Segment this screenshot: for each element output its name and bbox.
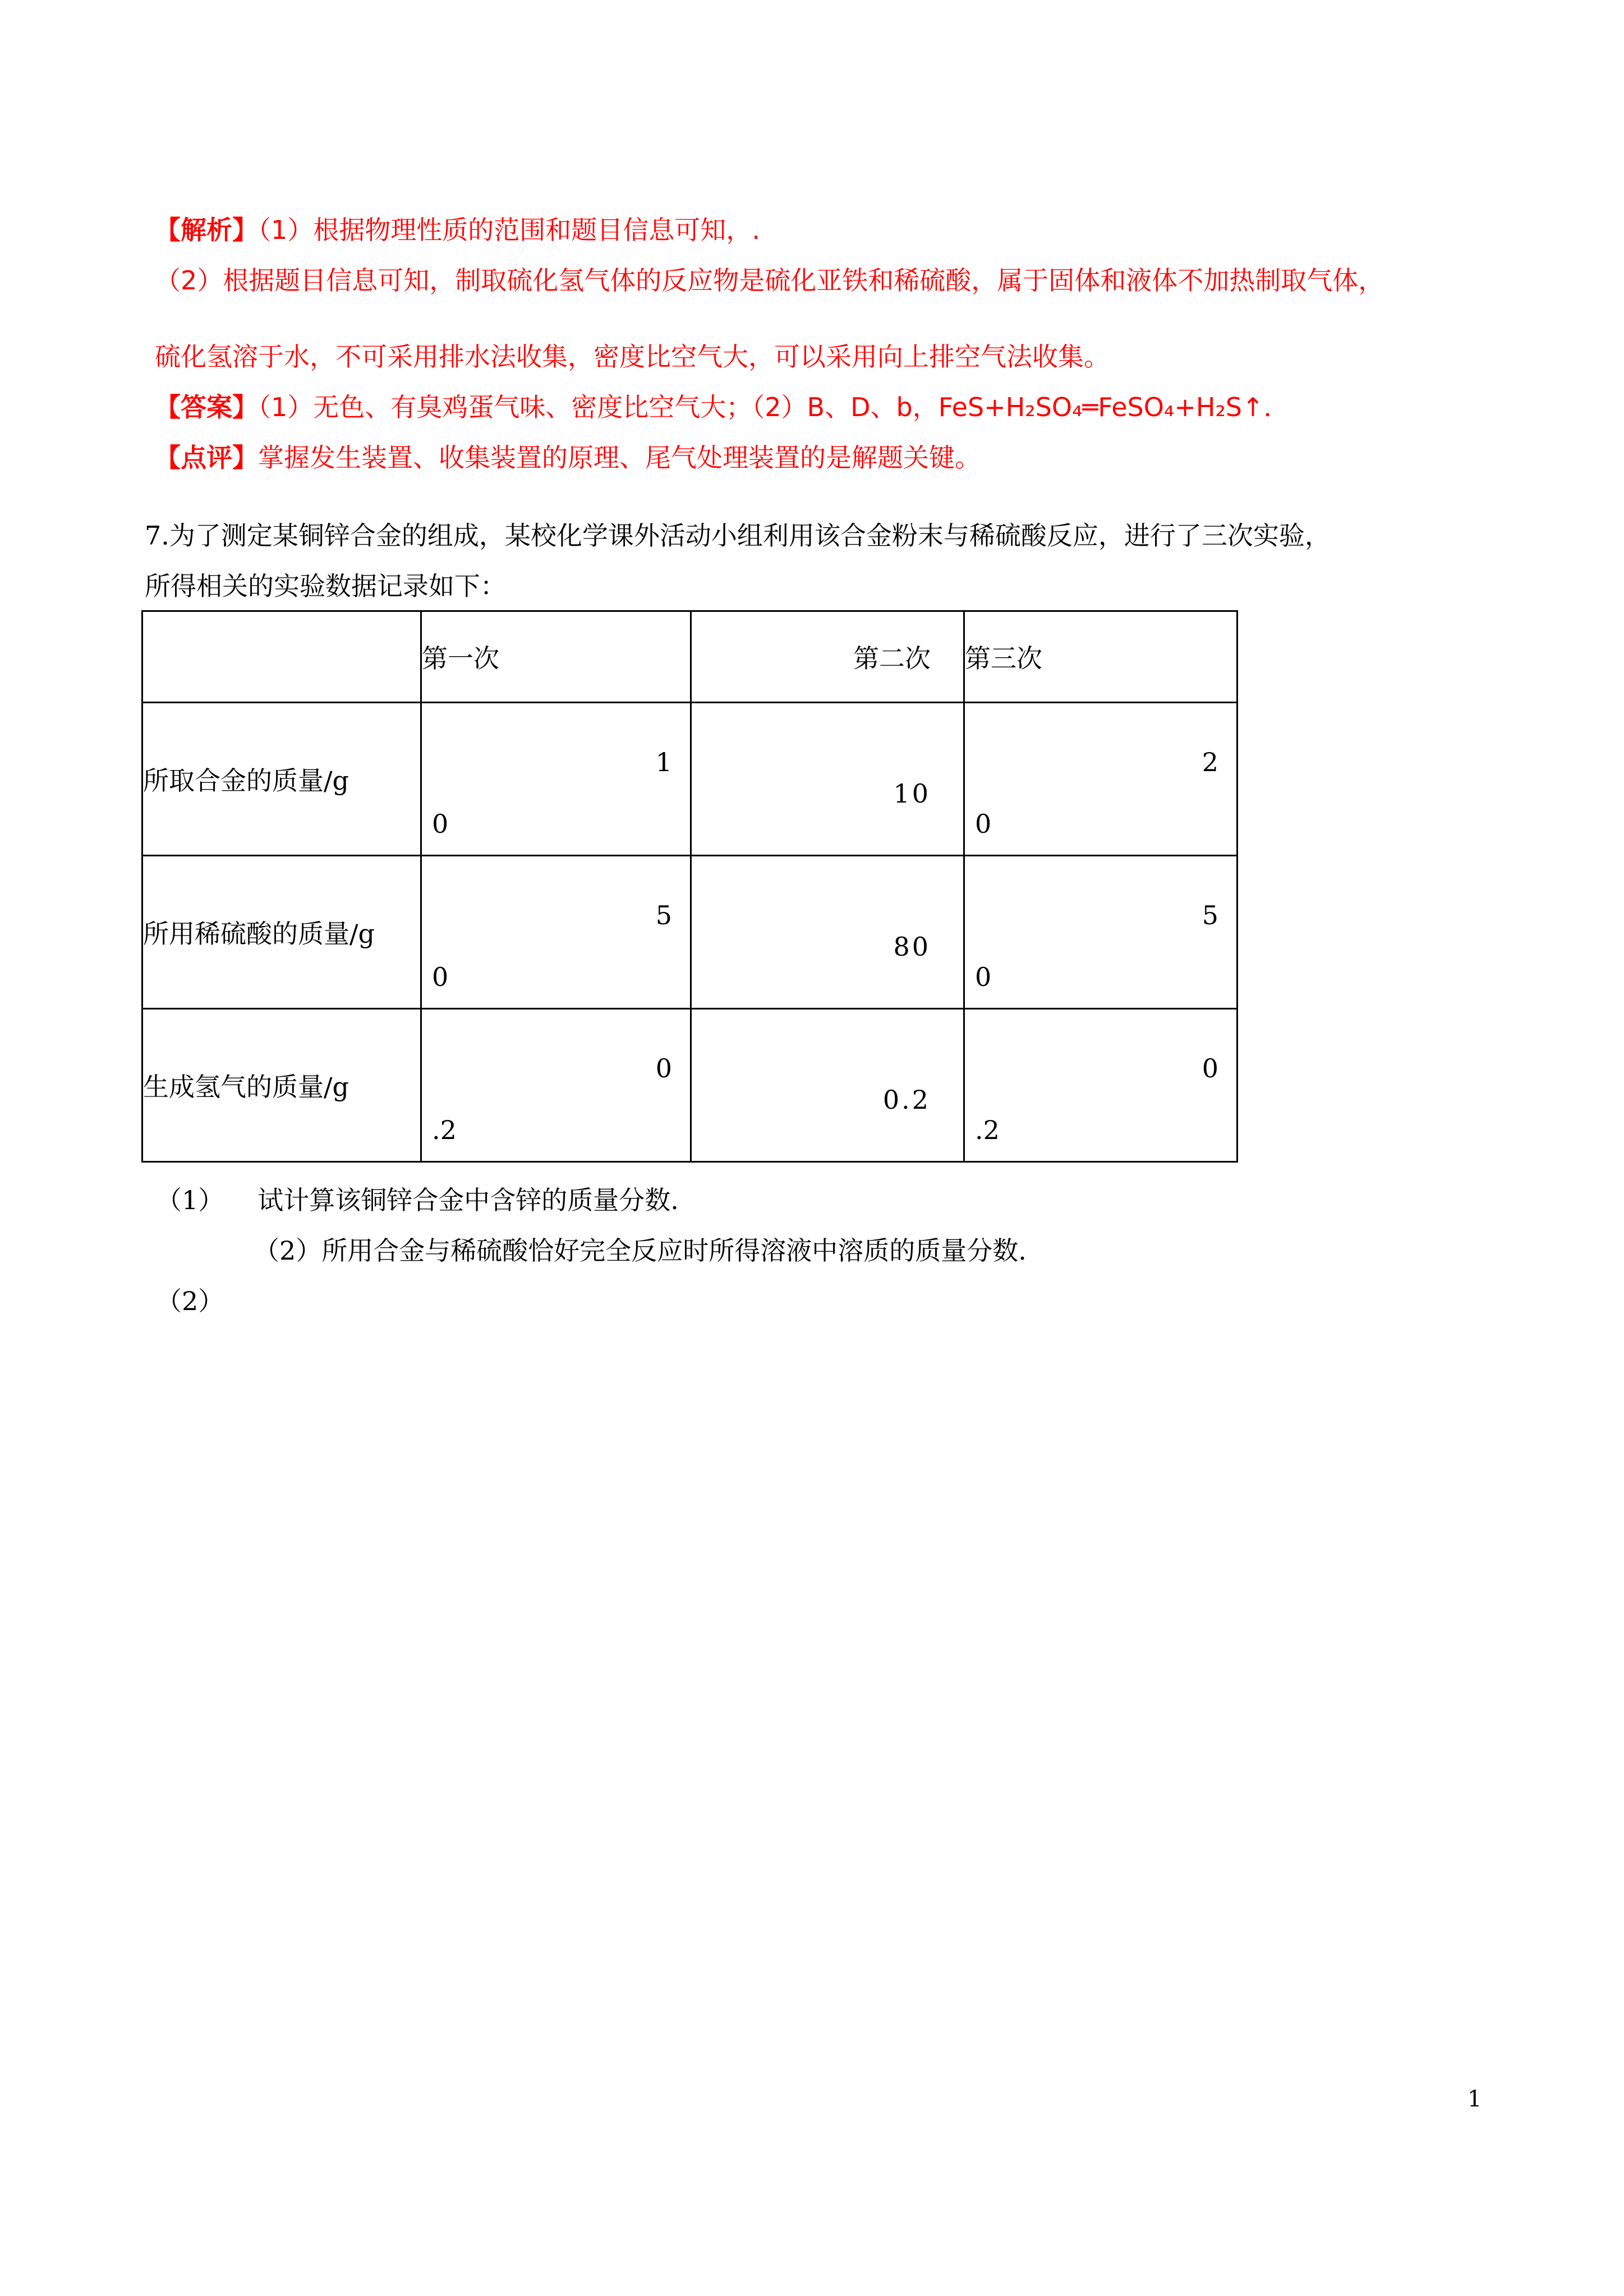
question-text-2: 所得相关的实验数据记录如下： bbox=[145, 571, 506, 601]
subquestion-1-text: 试计算该铜锌合金中含锌的质量分数. bbox=[257, 1185, 679, 1215]
cell-alloy-third: 2 0 bbox=[964, 703, 1237, 856]
comment-text: 掌握发生装置、收集装置的原理、尾气处理装置的是解题关键。 bbox=[258, 442, 981, 473]
analysis-line-2 bbox=[155, 264, 1384, 297]
row-label-acid-mass: 所用稀硫酸的质量/g bbox=[142, 856, 421, 1009]
analysis-text-2: （2）根据题目信息可知，制取硫化氢气体的反应物是硫化亚铁和稀硫酸，属于固体和液体不加热制取气体， bbox=[155, 265, 1384, 296]
answer-text: （1）无色、有臭鸡蛋气味、密度比空气大；（2）B、D、b，FeS+H₂SO₄═FeSO₄+H₂S↑． bbox=[258, 392, 1290, 422]
subquestion-2 bbox=[254, 1234, 1027, 1267]
cell-hydrogen-third: 0 .2 bbox=[964, 1009, 1237, 1162]
analysis-text-1: （1）根据物理性质的范围和题目信息可知，. bbox=[258, 215, 760, 245]
cell-acid-second: 80 bbox=[691, 856, 964, 1009]
experiment-data-table bbox=[141, 610, 1238, 1163]
table-row bbox=[142, 703, 1237, 856]
analysis-tag: 【解析】 bbox=[155, 215, 258, 245]
subquestion-3 bbox=[156, 1284, 224, 1318]
table-row bbox=[142, 1009, 1237, 1162]
answer-tag: 【答案】 bbox=[155, 392, 258, 422]
table-header-corner bbox=[142, 611, 421, 703]
table-header-first: 第一次 bbox=[421, 611, 691, 703]
cell-alloy-second: 10 bbox=[691, 703, 964, 856]
row-label-hydrogen-mass: 生成氢气的质量/g bbox=[142, 1009, 421, 1162]
answer-line bbox=[155, 390, 1290, 424]
table-header-third: 第三次 bbox=[964, 611, 1237, 703]
cell-alloy-first: 1 0 bbox=[421, 703, 691, 856]
question-line-1 bbox=[145, 519, 1331, 552]
table-row bbox=[142, 856, 1237, 1009]
question-line-2 bbox=[145, 569, 506, 603]
cell-acid-third: 5 0 bbox=[964, 856, 1237, 1009]
table-header-second: 第二次 bbox=[691, 611, 964, 703]
subquestion-2-text: （2）所用合金与稀硫酸恰好完全反应时所得溶液中溶质的质量分数. bbox=[254, 1235, 1027, 1266]
row-label-alloy-mass: 所取合金的质量/g bbox=[142, 703, 421, 856]
table-header-row bbox=[142, 611, 1237, 703]
comment-line bbox=[155, 441, 981, 474]
cell-acid-first: 5 0 bbox=[421, 856, 691, 1009]
subquestion-1 bbox=[156, 1183, 679, 1217]
cell-hydrogen-first: 0 .2 bbox=[421, 1009, 691, 1162]
analysis-line-3 bbox=[155, 340, 1110, 374]
subquestion-1-number: （1） bbox=[156, 1185, 224, 1215]
page-number: 1 bbox=[1467, 2086, 1482, 2112]
cell-hydrogen-second: 0.2 bbox=[691, 1009, 964, 1162]
question-text-1: 7.为了测定某铜锌合金的组成，某校化学课外活动小组利用该合金粉末与稀硫酸反应，进行了三次实验， bbox=[145, 520, 1331, 551]
comment-tag: 【点评】 bbox=[155, 442, 258, 473]
subquestion-3-number: （2） bbox=[156, 1286, 224, 1316]
analysis-line-1 bbox=[155, 213, 760, 247]
analysis-text-3: 硫化氢溶于水，不可采用排水法收集，密度比空气大，可以采用向上排空气法收集。 bbox=[155, 342, 1110, 372]
